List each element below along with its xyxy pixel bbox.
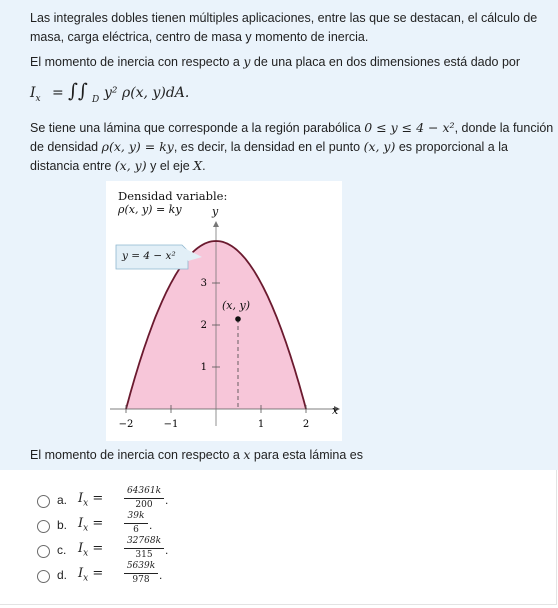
option-c-numerator: 32768k [126, 536, 162, 546]
question-line-4 [30, 119, 553, 137]
question-line-6: distancia entre (x, y) y el eje X. [30, 158, 206, 173]
option-b-radio[interactable] [37, 520, 50, 533]
formula-integral: ∫∫ [68, 80, 88, 102]
x-tick-label: −2 [118, 419, 134, 430]
line5-post: es proporcional a la [398, 140, 508, 154]
option-c-radio[interactable] [37, 545, 50, 558]
option-c-letter: c. [57, 543, 67, 557]
option-c-lhs: $I_x$ = [78, 541, 104, 559]
density-figure [106, 181, 342, 441]
density-label: ρ(x, y) = ky [118, 203, 182, 216]
line5-density: ρ(x, y) = ky [101, 139, 174, 154]
option-d-fraction [124, 561, 158, 586]
question-line-1: Las integrales dobles tienen múltiples aplicaciones, entre las que se destacan, el cálculo de [30, 11, 538, 25]
option-d-letter: d. [57, 568, 68, 582]
option-b-letter: b. [57, 518, 68, 532]
line4-region: 0 ≤ y ≤ 4 − x² [364, 120, 455, 135]
formula-body: y² ρ(x, y)dA. [104, 85, 190, 101]
option-a-fraction [124, 486, 164, 511]
option-a-numerator: 64361k [126, 486, 162, 496]
option-c-fraction [124, 536, 164, 561]
line3-pre: El momento de inercia con respecto a [30, 55, 240, 69]
y-tick-label: 1 [200, 362, 207, 373]
line5-pre: de densidad [30, 140, 99, 154]
option-a-denominator: 200 [135, 500, 153, 510]
curve-label: y = 4 − x² [122, 250, 176, 262]
formula-equals: = [52, 85, 64, 101]
y-tick-label: 3 [200, 278, 207, 289]
line6-axis: X [193, 158, 203, 173]
line4-pre: Se tiene una lámina que corresponde a la región parabólica [30, 121, 361, 135]
x-tick-label: 1 [257, 419, 265, 430]
option-c[interactable]: c. $I_x$ = 32768k 315 . [37, 541, 337, 565]
formula-domain: D [92, 95, 100, 105]
option-d-radio[interactable] [37, 570, 50, 583]
line3-post: de una placa en dos dimensiones está dado por [253, 55, 521, 69]
y-axis-arrow [213, 221, 219, 227]
question-line-3 [30, 53, 520, 71]
x-tick-label: 2 [302, 419, 310, 430]
line5-point: (x, y) [363, 139, 396, 154]
x-axis-label: x [332, 404, 339, 417]
line6-mid: y el eje [150, 159, 190, 173]
option-a-letter: a. [57, 493, 68, 507]
option-a[interactable]: a. $I_x$ = 64361k 200 . [37, 491, 337, 515]
option-d-lhs: $I_x$ = [78, 566, 104, 584]
answer-prompt: El momento de inercia con respecto a x para esta lámina es [30, 447, 363, 462]
line6-point: (x, y) [114, 158, 147, 173]
option-d-denominator: 978 [132, 575, 150, 585]
line6-pre: distancia entre [30, 159, 112, 173]
option-b-denominator: 6 [133, 525, 139, 535]
option-b-fraction [124, 511, 148, 536]
y-axis-label: y [212, 205, 219, 218]
question-line-2: masa, carga eléctrica, centro de masa y momento de inercia. [30, 30, 369, 44]
question-line-5 [30, 138, 508, 156]
point-label: (x, y) [222, 299, 250, 312]
formula-lhs: $I_x$ [30, 85, 41, 104]
point-marker [235, 316, 241, 322]
figure-title: Densidad variable: [118, 189, 228, 203]
line4-post: , donde la función [454, 121, 554, 135]
x-tick-label: −1 [163, 419, 179, 430]
option-b[interactable]: b. $I_x$ = 39k 6 . [37, 516, 337, 540]
option-d[interactable]: d. $I_x$ = 5639k 978 . [37, 566, 337, 590]
option-c-denominator: 315 [135, 550, 153, 560]
option-b-numerator: 39k [127, 511, 145, 521]
option-a-radio[interactable] [37, 495, 50, 508]
option-d-numerator: 5639k [126, 561, 156, 571]
line3-var: y [243, 54, 251, 69]
line5-mid: , es decir, la densidad en el punto [173, 140, 361, 154]
y-tick-label: 2 [200, 320, 207, 331]
option-b-lhs: $I_x$ = [78, 516, 104, 534]
option-a-lhs: $I_x$ = [78, 491, 104, 509]
